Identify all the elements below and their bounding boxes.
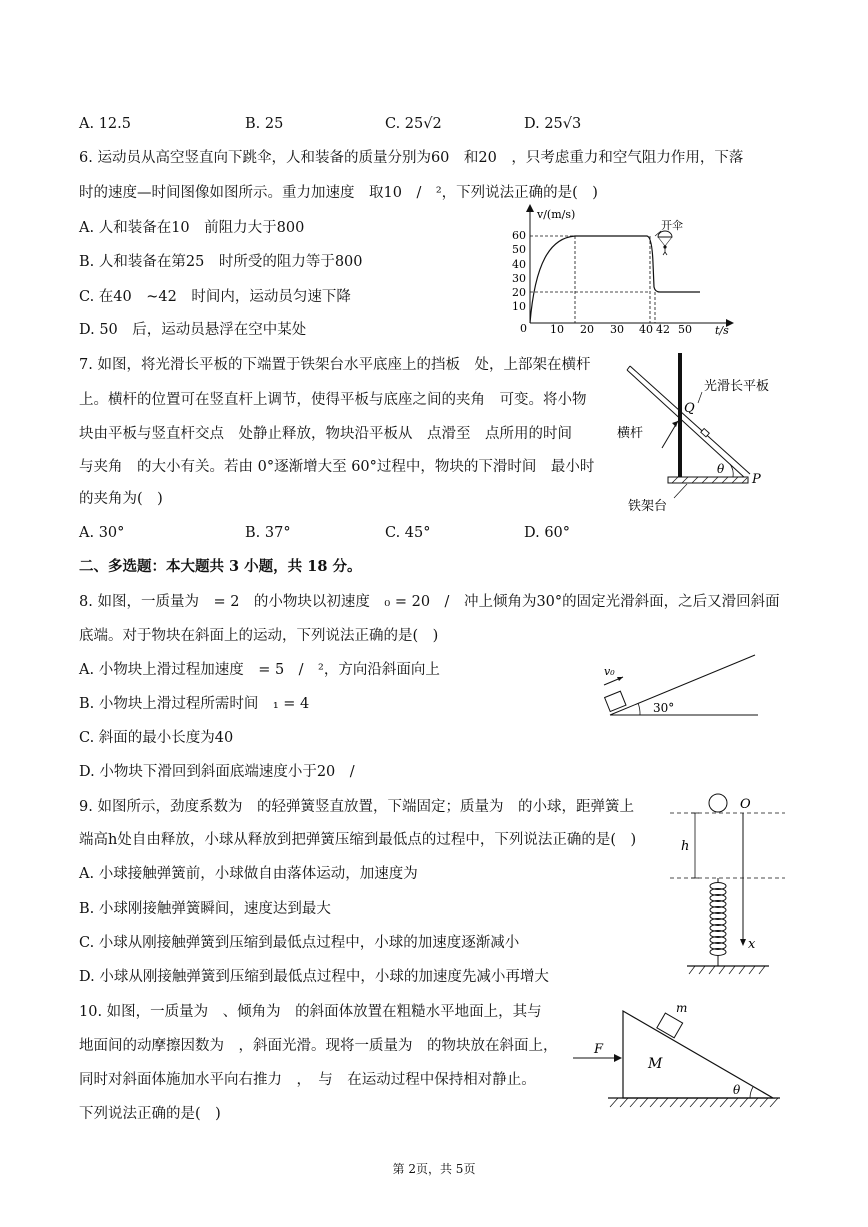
y-tick-40: 40 bbox=[512, 258, 526, 271]
q7-line-1: 7. 如图，将光滑长平板的下端置于铁架台水平底座上的挡板 处，上部架在横杆 bbox=[79, 357, 591, 373]
q9-line-1: 9. 如图所示，劲度系数为 的轻弹簧竖直放置，下端固定；质量为 的小球，距弹簧上 bbox=[79, 799, 634, 815]
stand-label: 铁架台 bbox=[628, 499, 668, 514]
q10-line-3: 同时对斜面体施加水平向右推力 ， 与 在运动过程中保持相对静止。 bbox=[79, 1072, 536, 1088]
q7-option-d: D. 60° bbox=[524, 525, 571, 541]
spring bbox=[710, 878, 726, 966]
q9-spring-figure bbox=[665, 790, 790, 980]
o-label: O bbox=[740, 797, 751, 812]
chart-annotation: 开伞 bbox=[661, 219, 683, 232]
q7-option-b: B. 37° bbox=[245, 525, 291, 541]
q7-line-3: 块由平板与竖直杆交点 处静止释放，物块沿平板从 点滑至 点所用的时间 bbox=[79, 426, 572, 442]
y-tick-60: 60 bbox=[512, 229, 526, 242]
q7-option-c: C. 45° bbox=[385, 525, 431, 541]
y-tick-20: 20 bbox=[512, 286, 526, 299]
q5-option-a: A. 12.5 bbox=[79, 116, 131, 132]
q5-option-c: C. 25√2 bbox=[385, 116, 442, 132]
q5-option-d: D. 25√3 bbox=[524, 116, 582, 132]
q8-option-d: D. 小物块下滑回到斜面底端速度小于20 / bbox=[79, 764, 355, 780]
stand-base bbox=[668, 477, 748, 483]
q6-option-a: A. 人和装备在10 前阻力大于800 bbox=[79, 220, 305, 236]
q5-option-b: B. 25 bbox=[245, 116, 284, 132]
x-tick-42: 42 bbox=[656, 323, 670, 336]
big-m-label: M bbox=[648, 1056, 663, 1072]
f-label: F bbox=[594, 1042, 604, 1057]
q6-option-b: B. 人和装备在第25 时所受的阻力等于800 bbox=[79, 254, 363, 270]
q9-option-c: C. 小球从刚接触弹簧到压缩到最低点过程中，小球的加速度逐渐减小 bbox=[79, 935, 520, 951]
velocity-curve bbox=[530, 236, 700, 323]
q7-line-4: 与夹角 的大小有关。若由 0°逐渐增大至 60°过程中，物块的下滑时间 最小时 bbox=[79, 459, 595, 475]
q8-option-a: A. 小物块上滑过程加速度 = 5 / ²，方向沿斜面向上 bbox=[79, 662, 440, 678]
block bbox=[605, 691, 626, 711]
x-tick-50: 50 bbox=[678, 323, 692, 336]
ball bbox=[709, 794, 727, 812]
theta-label: θ bbox=[733, 1083, 741, 1097]
origin-label: 0 bbox=[520, 322, 527, 335]
wedge bbox=[623, 1011, 773, 1098]
board-label: 光滑长平板 bbox=[704, 379, 770, 394]
parachute-icon bbox=[658, 231, 672, 255]
q10-line-2: 地面间的动摩擦因数为 ，斜面光滑。现将一质量为 的物块放在斜面上， bbox=[79, 1038, 558, 1054]
q10-wedge-figure bbox=[568, 995, 783, 1115]
q6-line-1: 6. 运动员从高空竖直向下跳伞，人和装备的质量分别为60 和20 ，只考虑重力和空气阻力作用，下落 bbox=[79, 150, 744, 166]
q9-option-a: A. 小球接触弹簧前，小球做自由落体运动，加速度为 bbox=[79, 866, 418, 882]
y-axis-label: v/(m/s) bbox=[537, 208, 576, 221]
x-label: x bbox=[748, 937, 756, 952]
q7-incline-board-figure bbox=[612, 348, 792, 518]
q9-option-d: D. 小球从刚接触弹簧到压缩到最低点过程中，小球的加速度先减小再增大 bbox=[79, 969, 549, 985]
point-q-label: Q bbox=[684, 401, 695, 416]
page-footer: 第 2页，共 5页 bbox=[392, 1162, 476, 1176]
q6-option-c: C. 在40 ~42 时间内，运动员匀速下降 bbox=[79, 289, 351, 305]
x-tick-20: 20 bbox=[580, 323, 594, 336]
q6-option-d: D. 50 后，运动员悬浮在空中某处 bbox=[79, 322, 307, 338]
q8-incline-figure bbox=[598, 648, 763, 723]
section-2-heading: 二、多选题：本大题共 3 小题，共 18 分。 bbox=[79, 558, 362, 575]
crossbar-label: 横杆 bbox=[617, 426, 644, 441]
q8-option-c: C. 斜面的最小长度为40 bbox=[79, 730, 234, 746]
m-label: m bbox=[676, 1001, 688, 1015]
y-tick-30: 30 bbox=[512, 272, 526, 285]
q7-line-2: 上。横杆的位置可在竖直杆上调节，使得平板与底座之间的夹角 可变。将小物 bbox=[79, 392, 587, 408]
q10-line-4: 下列说法正确的是( ) bbox=[79, 1106, 221, 1122]
x-tick-10: 10 bbox=[550, 323, 564, 336]
v0-label: v₀ bbox=[604, 665, 615, 678]
y-tick-50: 50 bbox=[512, 243, 526, 256]
q10-line-1: 10. 如图，一质量为 、倾角为 的斜面体放置在粗糙水平地面上，其与 bbox=[79, 1004, 542, 1020]
x-tick-30: 30 bbox=[610, 323, 624, 336]
q6-line-2: 时的速度—时间图像如图所示。重力加速度 取10 / ²，下列说法正确的是( ) bbox=[79, 185, 598, 201]
q8-option-b: B. 小物块上滑过程所需时间 ₁ = 4 bbox=[79, 696, 310, 712]
q7-line-5: 的夹角为( ) bbox=[79, 491, 163, 507]
q9-line-2: 端高h处自由释放，小球从释放到把弹簧压缩到最低点的过程中，下列说法正确的是( ) bbox=[79, 832, 637, 848]
point-p-label: P bbox=[752, 472, 761, 487]
q8-line-2: 底端。对于物块在斜面上的运动，下列说法正确的是( ) bbox=[79, 628, 439, 644]
q6-velocity-time-chart bbox=[505, 203, 745, 338]
x-axis-label: t/s bbox=[715, 324, 729, 337]
q7-option-a: A. 30° bbox=[79, 525, 125, 541]
x-tick-40: 40 bbox=[639, 323, 653, 336]
q8-line-1: 8. 如图，一质量为 = 2 的小物块以初速度 ₀ = 20 / 冲上倾角为30°的固定光滑斜面，之后又滑回斜面 bbox=[79, 594, 780, 610]
theta-label: θ bbox=[717, 462, 725, 476]
h-label: h bbox=[681, 839, 690, 854]
y-tick-10: 10 bbox=[512, 300, 526, 313]
q9-option-b: B. 小球刚接触弹簧瞬间，速度达到最大 bbox=[79, 901, 331, 917]
angle-label: 30° bbox=[653, 701, 675, 715]
